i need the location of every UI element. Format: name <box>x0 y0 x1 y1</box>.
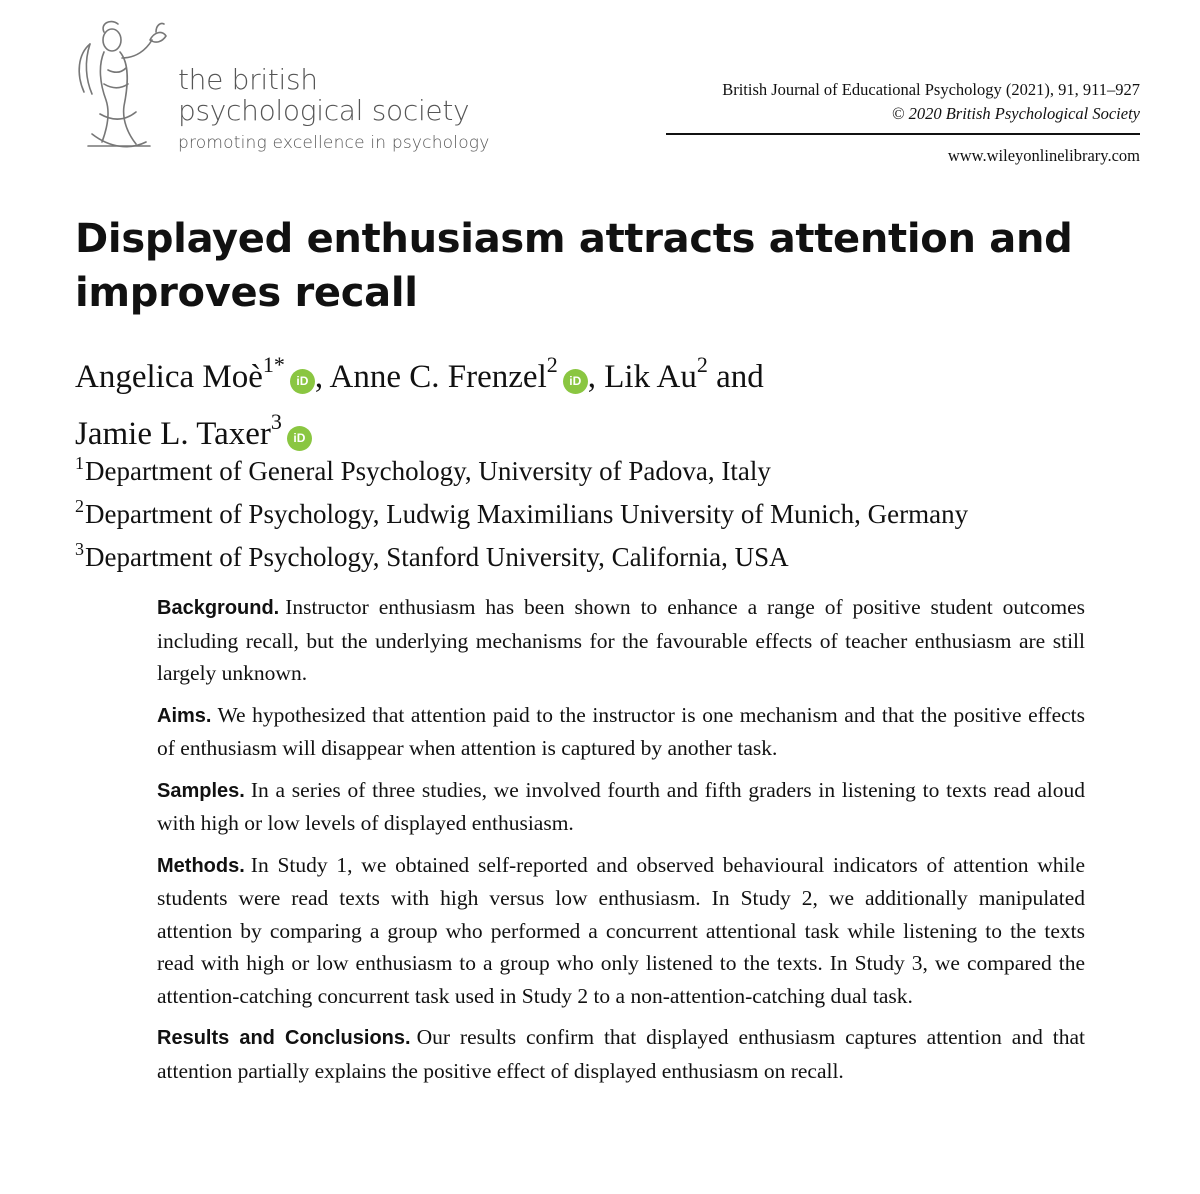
author-affiliation-number: 3 <box>270 409 282 434</box>
affiliation-text: Department of Psychology, Stanford University, California, USA <box>85 542 789 572</box>
abstract-text: Our results confirm that displayed enthusiasm captures attention and that attention partially explains the positive effect of displayed enthusiasm on recall. <box>157 1025 1085 1083</box>
abstract-section-results <box>157 1021 1085 1087</box>
abstract-heading: Aims. <box>157 704 212 727</box>
author-list <box>75 344 1135 458</box>
journal-copyright: © 2020 British Psychological Society <box>891 104 1140 123</box>
society-name-line2: psychological society <box>178 94 470 127</box>
affiliation-number: 1 <box>75 453 84 473</box>
author-name: Angelica Moè <box>75 359 263 395</box>
abstract-section-aims <box>157 699 1085 765</box>
society-name-line1: the british <box>178 63 318 96</box>
article-title: Displayed enthusiasm attracts attention and improves recall <box>75 216 1073 316</box>
orcid-icon[interactable]: iD <box>290 369 315 394</box>
author-name: Anne C. Frenzel <box>329 359 547 395</box>
corresponding-author-marker: * <box>273 352 285 377</box>
abstract-section-samples <box>157 774 1085 840</box>
affiliation-number: 2 <box>75 496 84 516</box>
author-affiliation-number: 2 <box>546 352 558 377</box>
orcid-icon[interactable]: iD <box>287 426 312 451</box>
abstract-heading: Samples. <box>157 779 245 802</box>
statue-figure-icon <box>70 14 180 154</box>
affiliation <box>75 532 1155 575</box>
affiliation <box>75 446 1155 489</box>
bps-logo <box>70 14 510 164</box>
abstract-heading: Background. <box>157 597 280 619</box>
header-divider <box>666 133 1140 135</box>
journal-citation: British Journal of Educational Psychology (2021), 91, 911–927 <box>722 80 1140 99</box>
abstract-section-background <box>157 591 1085 690</box>
author-name: Jamie L. Taxer <box>75 416 271 452</box>
author-affiliation-number: 2 <box>696 352 708 377</box>
affiliation <box>75 489 1155 532</box>
society-tagline: promoting excellence in psychology <box>178 133 490 153</box>
author-separator: , <box>587 359 596 395</box>
affiliation-list <box>75 446 1155 575</box>
author-affiliation-number: 1* <box>262 352 285 377</box>
orcid-icon[interactable]: iD <box>563 369 588 394</box>
abstract-text: Instructor enthusiasm has been shown to enhance a range of positive student outcomes including recall, but the underlying mechanisms for the favourable effects of teacher enthusiasm are still largely unknown. <box>157 595 1085 685</box>
abstract-text: In a series of three studies, we involved fourth and fifth graders in listening to texts read aloud with high or low levels of displayed enthusiasm. <box>157 777 1085 835</box>
affiliation-number: 3 <box>75 539 84 559</box>
affiliation-text: Department of Psychology, Ludwig Maximilians University of Munich, Germany <box>85 499 969 529</box>
abstract-text: In Study 1, we obtained self-reported and observed behavioural indicators of attention while students were read texts with high versus low enthusiasm. In Study 2, we additionally manipulated attention by comparing a group who performed a concurrent attentional task while listening to the texts read with high or low enthusiasm to a group who only listened to the texts. In Study 3, we compared the attention-catching concurrent task used in Study 2 to a non-attention-catching dual task. <box>157 852 1085 1008</box>
author-separator: and <box>716 359 764 395</box>
author-name: Lik Au <box>604 359 697 395</box>
journal-url-link[interactable]: www.wileyonlinelibrary.com <box>947 146 1140 165</box>
abstract <box>157 591 1085 1096</box>
journal-header <box>620 78 1140 168</box>
abstract-text: We hypothesized that attention paid to the instructor is one mechanism and that the positive effects of enthusiasm will disappear when attention is captured by another task. <box>157 702 1085 760</box>
abstract-heading: Methods. <box>157 854 245 877</box>
abstract-section-methods <box>157 849 1085 1013</box>
affiliation-text: Department of General Psychology, University of Padova, Italy <box>85 456 771 486</box>
abstract-heading: Results and Conclusions. <box>157 1027 411 1049</box>
author-separator: , <box>314 359 324 395</box>
